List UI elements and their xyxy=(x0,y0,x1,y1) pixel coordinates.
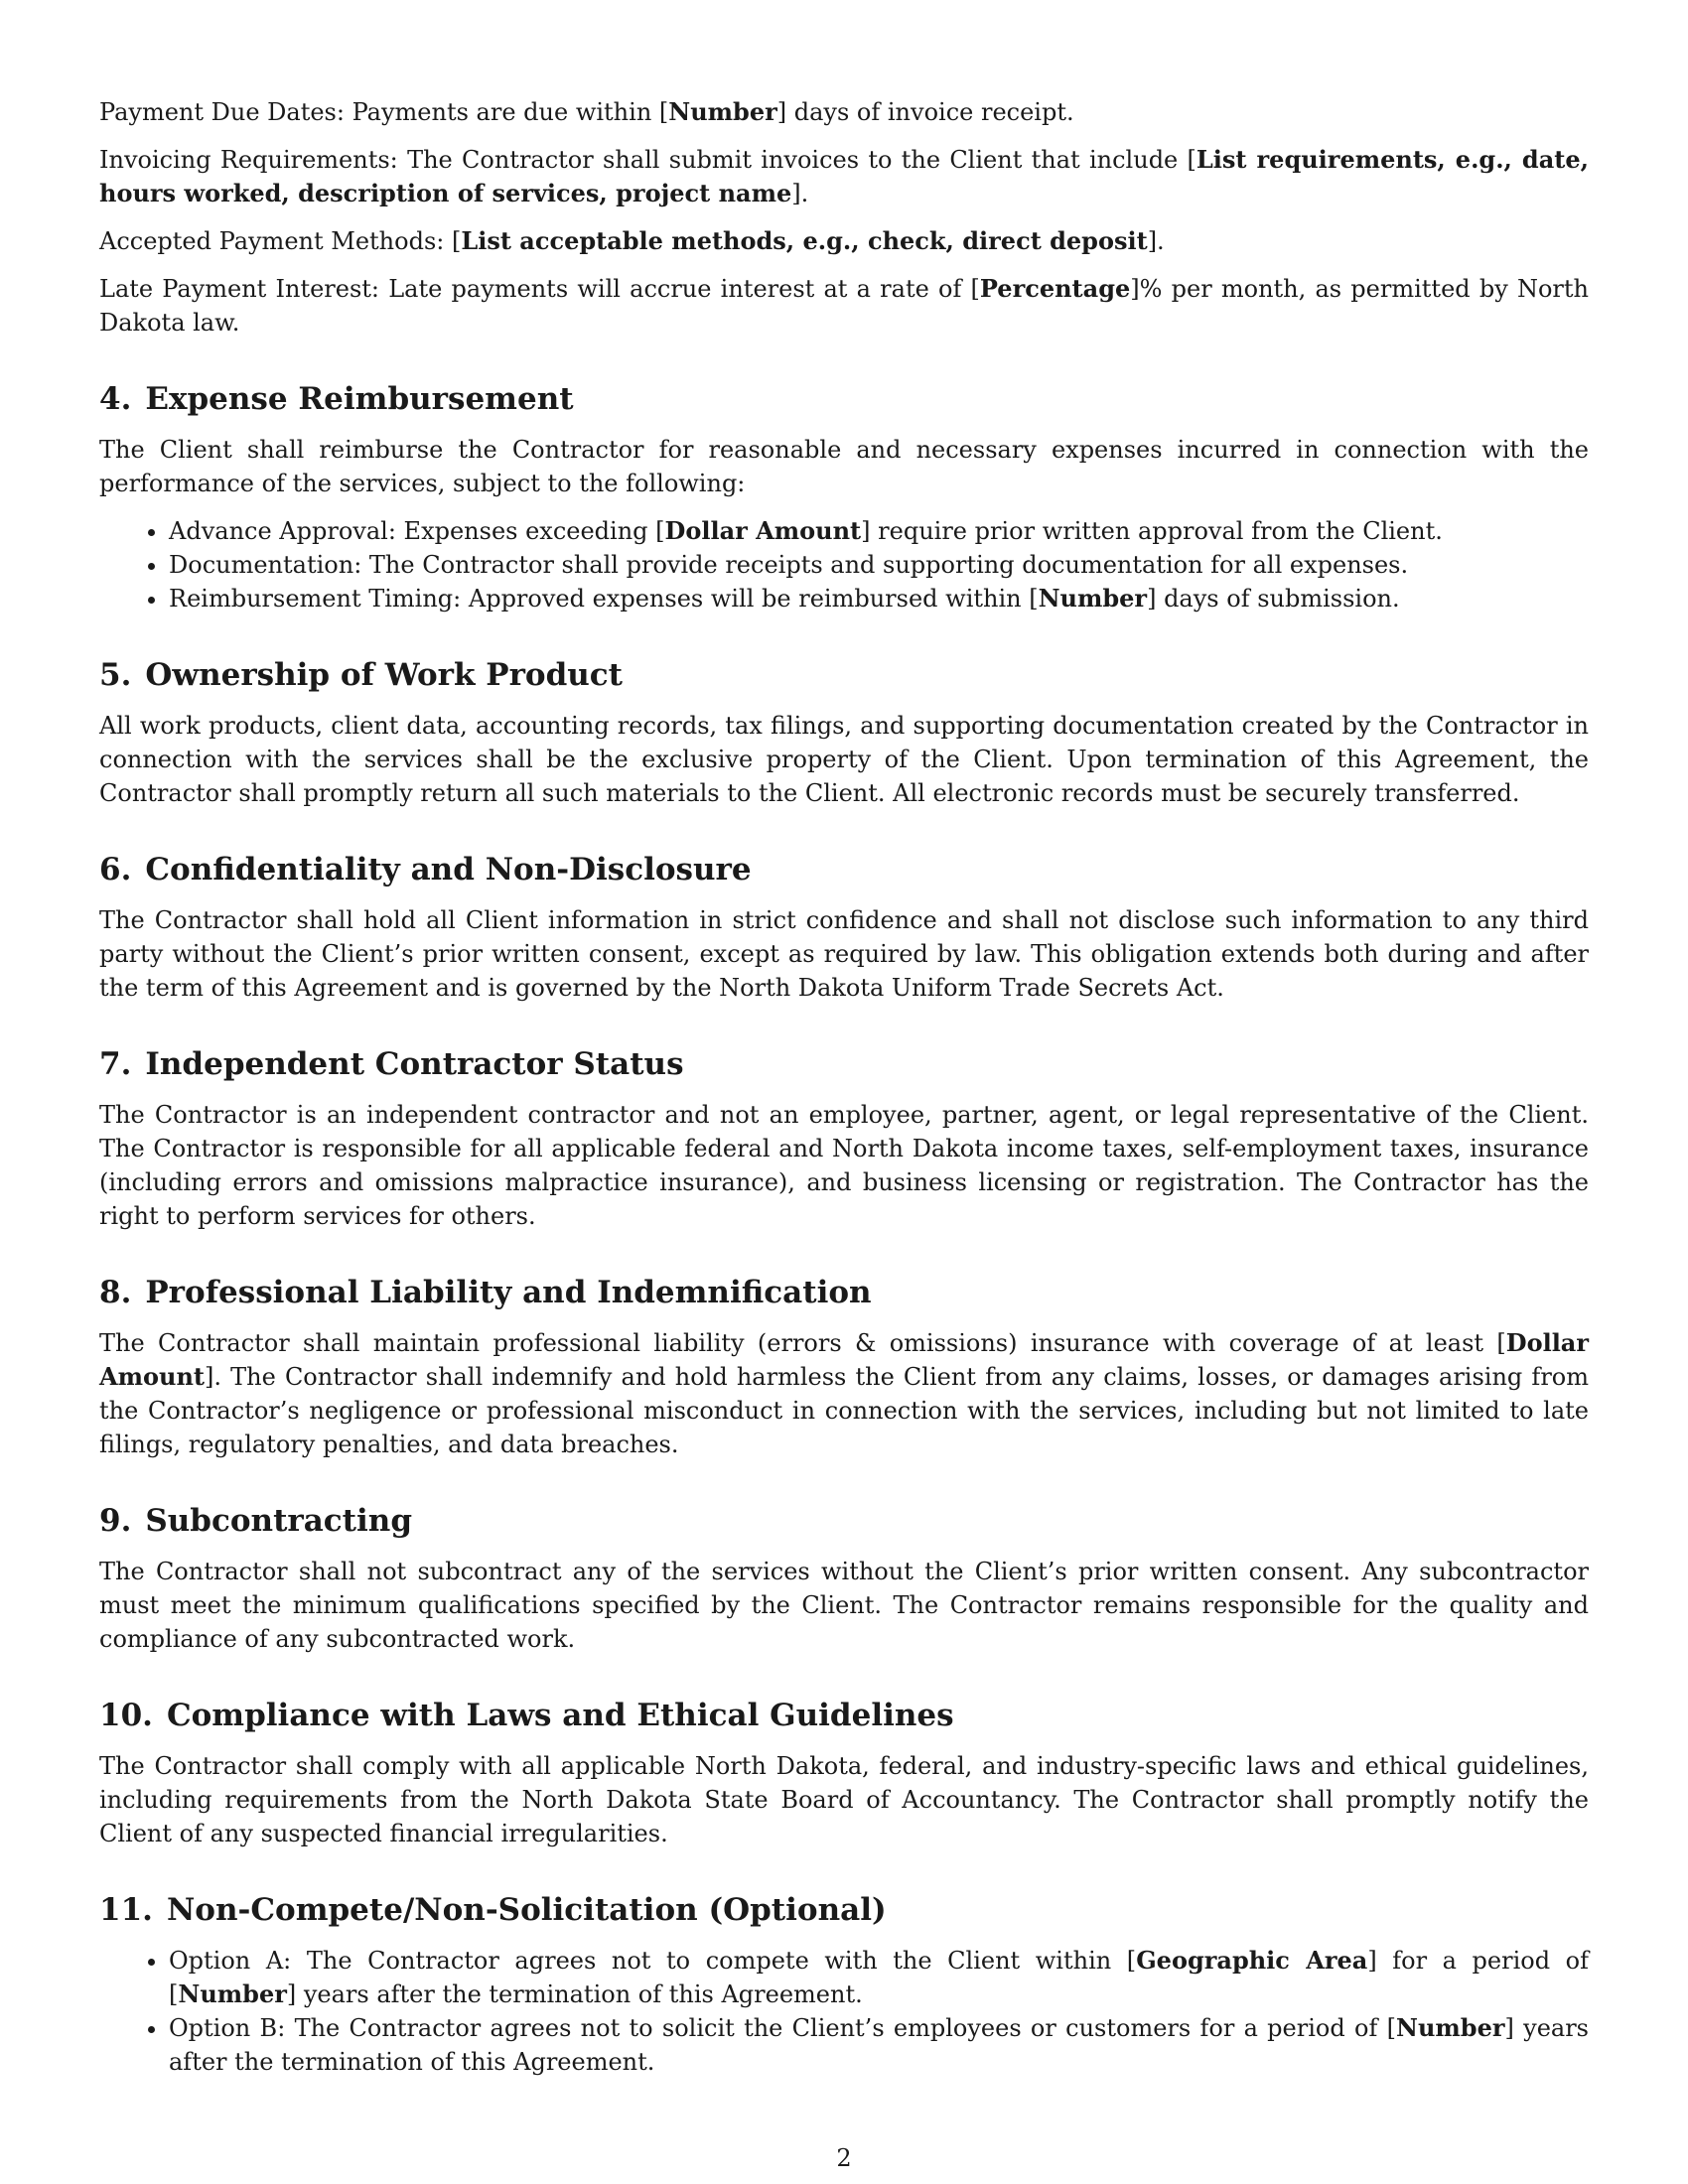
label: Accepted Payment Methods: xyxy=(99,227,445,255)
section-body: The Contractor shall not subcontract any of the services without the Client’s prior written consent. Any subcontractor must meet the minimum qualifications specified by the Client. The Contractor remains responsible for the quality and compliance of any subcontracted work. xyxy=(99,1558,1589,1653)
placeholder-field: List acceptable methods, e.g., check, direct deposit xyxy=(461,226,1148,255)
section-body: The Client shall reimburse the Contractor for reasonable and necessary expenses incurred in connection with the performance of the services, subject to the following: xyxy=(99,436,1589,497)
placeholder-field: Number xyxy=(1038,584,1148,613)
payment-due-dates: Payment Due Dates: Payments are due within [Number] days of invoice receipt. xyxy=(99,97,1074,126)
section-heading: 6. Confidentiality and Non-Disclosure xyxy=(99,852,752,887)
section-heading: 11. Non-Compete/Non-Solicitation (Optional) xyxy=(99,1892,887,1928)
placeholder-field: Number xyxy=(1396,2013,1505,2042)
placeholder-field: Geographic Area xyxy=(1136,1946,1368,1975)
placeholder-field: Number xyxy=(668,97,777,126)
accepted-payment-methods: Accepted Payment Methods: [List acceptable methods, e.g., check, direct deposit]. xyxy=(99,226,1165,255)
list-item: • Advance Approval: Expenses exceeding [Dollar Amount] require prior written approval from the Client. xyxy=(169,514,1589,548)
section-body: The Contractor is an independent contractor and not an employee, partner, agent, or legal representative of the Client. The Contractor is responsible for all applicable federal and North Dakota income taxes, self-employment taxes, insurance (including errors and omissions malpractice insurance), and business licensing or registration. The Contractor has the right to perform services for others. xyxy=(99,1101,1589,1230)
late-payment-interest: Late Payment Interest: Late payments will accrue interest at a rate of [Percentage]% per month, as permitted by North Dakota law. xyxy=(99,274,1589,337)
section-body: The Contractor shall comply with all applicable North Dakota, federal, and industry-specific laws and ethical guidelines, including requirements from the North Dakota State Board of Accountancy. The Contractor shall promptly notify the Client of any suspected financial irregularities. xyxy=(99,1752,1589,1847)
section-heading: 5. Ownership of Work Product xyxy=(99,657,623,693)
list-item: • Option B: The Contractor agrees not to solicit the Client’s employees or customers for a period of [Number] years after the termination of this Agreement. xyxy=(169,2011,1589,2079)
placeholder-field: Number xyxy=(178,1979,287,2008)
page-number: 2 xyxy=(836,2144,852,2172)
list-item: • Reimbursement Timing: Approved expenses will be reimbursed within [Number] days of submission. xyxy=(169,582,1589,615)
section-body: The Contractor shall maintain professional liability (errors & omissions) insurance with coverage of at least [Dollar Amount]. The Contractor shall indemnify and hold harmless the Client from any claims, losses, or damages arising from the Contractor’s negligence or professional misconduct in connection with the services, including but not limited to late filings, regulatory penalties, and data breaches. xyxy=(99,1328,1589,1458)
bullet-list xyxy=(99,514,1589,615)
bullet-list xyxy=(99,1944,1589,2079)
label: Invoicing Requirements: xyxy=(99,146,398,174)
document-page xyxy=(99,95,1589,2087)
label: Late Payment Interest: xyxy=(99,275,380,303)
invoicing-requirements: Invoicing Requirements: The Contractor shall submit invoices to the Client that include [List requirements, e.g., date, hours worked, description of services, project name]. xyxy=(99,145,1589,207)
section-heading: 9. Subcontracting xyxy=(99,1503,412,1539)
section-body: The Contractor shall hold all Client information in strict confidence and shall not disclose such information to any third party without the Client’s prior written consent, except as required by law. This obligation extends both during and after the term of this Agreement and is governed by the North Dakota Uniform Trade Secrets Act. xyxy=(99,906,1589,1002)
placeholder-field: Percentage xyxy=(979,274,1131,303)
list-item: • Documentation: The Contractor shall provide receipts and supporting documentation for all expenses. xyxy=(169,548,1589,582)
placeholder-field: List requirements, e.g., date, hours worked, description of services, project name xyxy=(99,145,1589,207)
section-heading: 10. Compliance with Laws and Ethical Guidelines xyxy=(99,1698,954,1733)
section-heading: 8. Professional Liability and Indemnification xyxy=(99,1275,872,1310)
placeholder-field: Dollar Amount xyxy=(99,1328,1589,1391)
placeholder-field: Dollar Amount xyxy=(664,516,862,545)
label: Payment Due Dates: xyxy=(99,98,345,126)
section-body: All work products, client data, accounting records, tax filings, and supporting documentation created by the Contractor in connection with the services shall be the exclusive property of the Client. Upon termination of this Agreement, the Contractor shall promptly return all such materials to the Client. All electronic records must be securely transferred. xyxy=(99,712,1589,807)
section-heading: 4. Expense Reimbursement xyxy=(99,381,574,417)
list-item: • Option A: The Contractor agrees not to compete with the Client within [Geographic Area] for a period of [Number] years after the termination of this Agreement. xyxy=(169,1944,1589,2011)
section-heading: 7. Independent Contractor Status xyxy=(99,1046,684,1082)
